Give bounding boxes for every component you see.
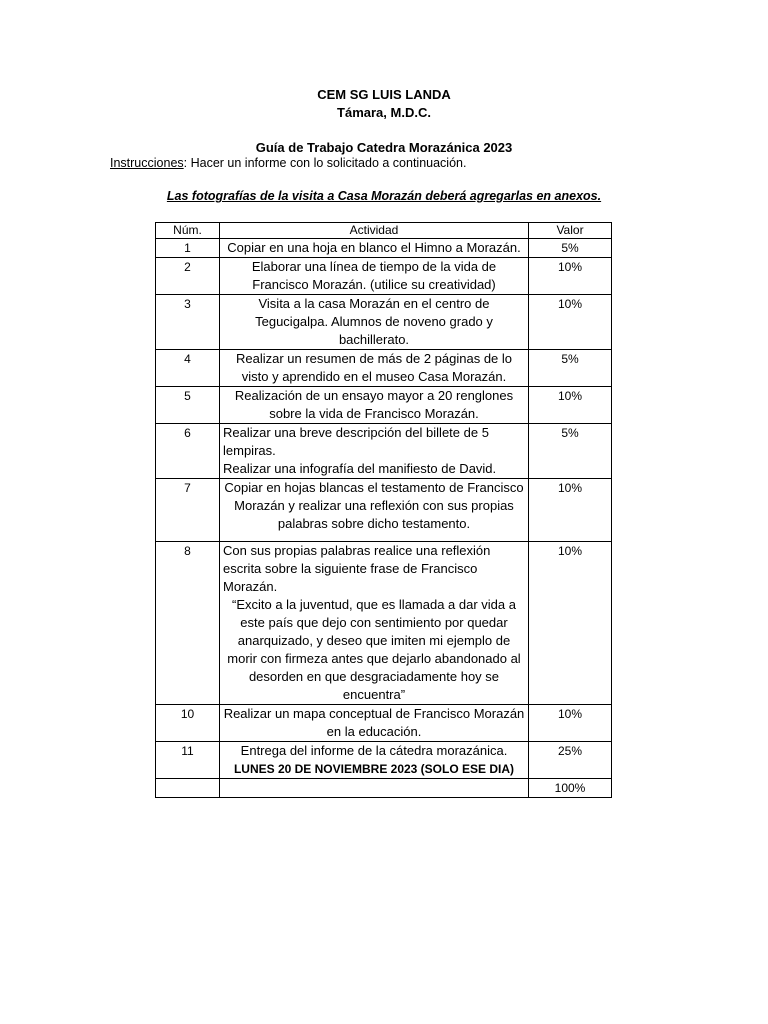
row-num: 2 (156, 258, 220, 295)
table-row (156, 258, 612, 295)
row-activity: Copiar en una hoja en blanco el Himno a Morazán. (220, 239, 529, 258)
total-activity-cell (220, 779, 529, 798)
table-row (156, 387, 612, 424)
school-name: CEM SG LUIS LANDA (317, 87, 451, 102)
row-activity: Realización de un ensayo mayor a 20 renglones sobre la vida de Francisco Morazán. (220, 387, 529, 424)
row-value: 5% (529, 239, 612, 258)
row-value: 10% (529, 387, 612, 424)
activities-table (155, 222, 612, 798)
activity-line: Realizar una infografía del manifiesto de David. (223, 461, 497, 476)
row-value: 5% (529, 424, 612, 479)
table-header-row (156, 223, 612, 239)
row-num: 7 (156, 479, 220, 542)
activity-quote: “Excito a la juventud, que es llamada a dar vida a este país que dejo con sentimiento por quedar anarquizado, y deseo que imiten mi ejemplo de morir con firmeza antes que dejarlo abandonado al desorden en que desgraciadamente hoy se encuentra” (227, 597, 521, 702)
total-value: 100% (529, 779, 612, 798)
total-num-cell (156, 779, 220, 798)
row-value: 10% (529, 542, 612, 705)
location: Támara, M.D.C. (337, 105, 431, 120)
table-row (156, 705, 612, 742)
row-num: 8 (156, 542, 220, 705)
total-row (156, 779, 612, 798)
table-row (156, 542, 612, 705)
row-activity: Visita a la casa Morazán en el centro de Tegucigalpa. Alumnos de noveno grado y bachillerato. (220, 295, 529, 350)
row-activity: Elaborar una línea de tiempo de la vida de Francisco Morazán. (utilice su creatividad) (220, 258, 529, 295)
row-num: 11 (156, 742, 220, 779)
row-num: 3 (156, 295, 220, 350)
row-value: 10% (529, 295, 612, 350)
row-num: 5 (156, 387, 220, 424)
row-num: 6 (156, 424, 220, 479)
instructions (110, 156, 466, 170)
row-value: 25% (529, 742, 612, 779)
header-value: Valor (529, 223, 612, 239)
row-value: 10% (529, 258, 612, 295)
activity-line: Realizar una breve descripción del billete de 5 lempiras. (223, 425, 489, 458)
row-num: 10 (156, 705, 220, 742)
row-activity: Realizar un mapa conceptual de Francisco Morazán en la educación. (220, 705, 529, 742)
table-row (156, 479, 612, 542)
header-activity: Actividad (220, 223, 529, 239)
row-value: 5% (529, 350, 612, 387)
header-num: Núm. (156, 223, 220, 239)
row-activity: Realizar un resumen de más de 2 páginas de lo visto y aprendido en el museo Casa Morazán. (220, 350, 529, 387)
table-row (156, 295, 612, 350)
row-activity (220, 542, 529, 705)
guide-title: Guía de Trabajo Catedra Morazánica 2023 (255, 140, 513, 155)
activity-intro: Con sus propias palabras realice una reflexión escrita sobre la siguiente frase de Francisco Morazán. (223, 543, 491, 594)
annex-note: Las fotografías de la visita a Casa Morazán deberá agregarlas en anexos. (166, 189, 602, 203)
row-num: 4 (156, 350, 220, 387)
table-row (156, 239, 612, 258)
instructions-text: : Hacer un informe con lo solicitado a continuación. (183, 156, 467, 170)
deadline-line: LUNES 20 DE NOVIEMBRE 2023 (SOLO ESE DIA) (233, 762, 515, 776)
row-activity: Copiar en hojas blancas el testamento de Francisco Morazán y realizar una reflexión con sus propias palabras sobre dicho testamento. (220, 479, 529, 542)
table-row (156, 350, 612, 387)
row-value: 10% (529, 705, 612, 742)
row-activity (220, 742, 529, 779)
row-num: 1 (156, 239, 220, 258)
activity-line: Entrega del informe de la cátedra morazánica. (240, 743, 508, 758)
table-row (156, 742, 612, 779)
row-activity (220, 424, 529, 479)
instructions-label: Instrucciones (110, 156, 184, 170)
table-row (156, 424, 612, 479)
row-value: 10% (529, 479, 612, 542)
